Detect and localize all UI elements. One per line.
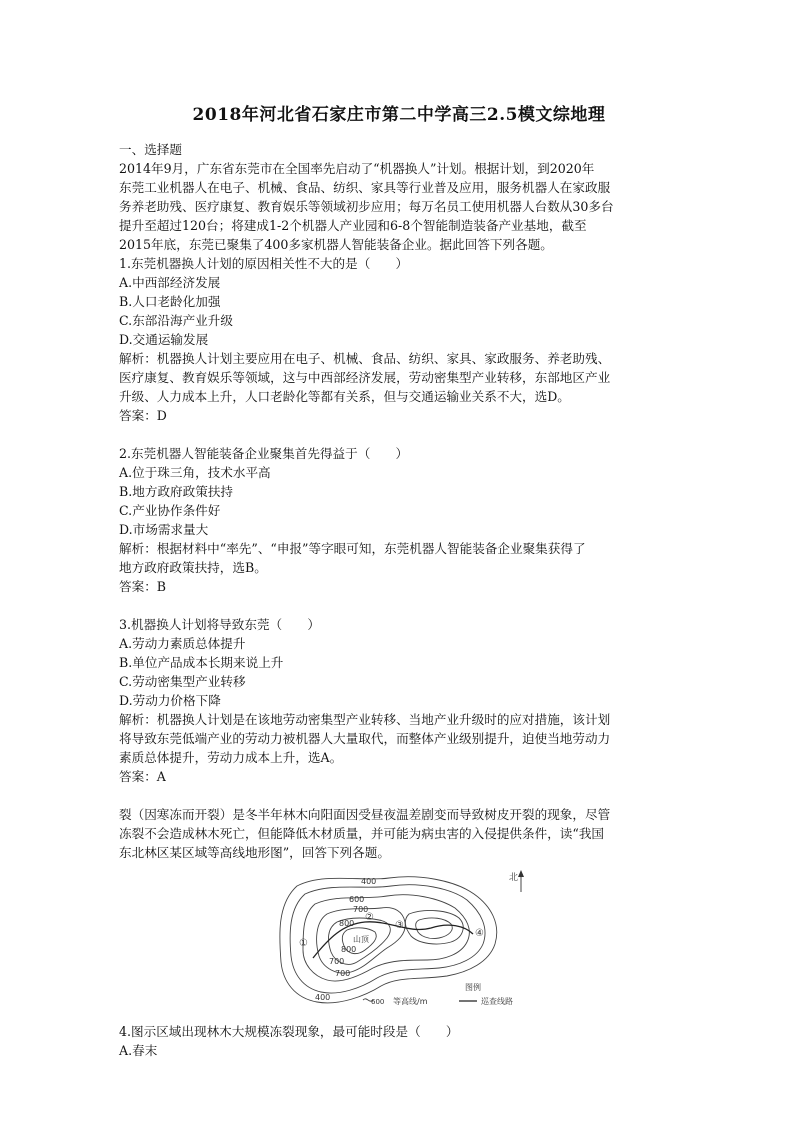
option-c: C.产业协作条件好 [119,503,221,518]
paragraph-line: 裂（因寒冻而开裂）是冬半年林木向阳面因受昼夜温差剧变而导致树皮开裂的现象，尽管 [119,807,611,822]
option-b: B.地方政府政策扶持 [119,484,234,499]
question-4 [119,1022,679,1060]
marker-3: ③ [395,920,404,931]
contour-label: 700 [335,969,351,978]
legend-route-label: 巡查线路 [481,997,513,1006]
contour-label: 600 [349,895,365,904]
question-stem: 1.东莞机器换人计划的原因相关性不大的是（ ） [119,256,409,271]
passage-1 [119,159,679,254]
analysis-line: 解析：机器换人计划主要应用在电子、机械、食品、纺织、家具、家政服务、养老助残、 [119,351,611,366]
analysis-line: 地方政府政策扶持，选B。 [119,560,267,575]
question-stem: 4.图示区域出现林木大规模冻裂现象，最可能时段是（ ） [119,1024,459,1039]
option-b: B.人口老龄化加强 [119,294,221,309]
paragraph-line: 务养老助残、医疗康复、教育娱乐等领域初步应用；每万名员工使用机器人台数从30多台 [119,199,614,214]
contour-label: 400 [315,993,331,1002]
contour-line [416,918,453,939]
legend-title: 图例 [465,983,481,992]
answer: 答案：D [119,408,167,423]
question-stem: 3.机器换人计划将导致东莞（ ） [119,617,320,632]
legend-contour-label: 等高线/m [393,997,428,1006]
option-d: D.劳动力价格下降 [119,693,221,708]
analysis-line: 解析：根据材料中“率先”、“申报”等字眼可知，东莞机器人智能装备企业聚集获得了 [119,541,586,556]
answer: 答案：B [119,579,167,594]
marker-1: ① [299,938,308,949]
question-2 [119,444,679,596]
section-heading: 一、选择题 [119,142,182,157]
option-b: B.单位产品成本长期来说上升 [119,655,284,670]
contour-label: 800 [339,919,355,928]
option-a: A.中西部经济发展 [119,275,221,290]
document-title: 2018年河北省石家庄市第二中学高三2.5模文综地理 [192,105,606,125]
paragraph-line: 提升至超过120台；将建成1-2个机器人产业园和6-8个智能制造装备产业基地，截至 [119,218,587,233]
question-1 [119,254,679,425]
analysis-line: 将导致东莞低端产业的劳动力被机器人大量取代，而整体产业级别提升，迫使当地劳动力 [119,731,611,746]
contour-label: 400 [361,877,377,886]
analysis-line: 素质总体提升，劳动力成本上升，选A。 [119,750,343,765]
contour-map [269,864,539,1016]
peak-label: 山顶 [353,935,369,944]
option-a: A.春末 [119,1043,158,1058]
option-c: C.劳动密集型产业转移 [119,674,246,689]
paragraph-line: 东北林区某区域等高线地形图”，回答下列各题。 [119,845,390,860]
question-stem: 2.东莞机器人智能装备企业聚集首先得益于（ ） [119,446,409,461]
north-label: 北 [509,873,519,883]
paragraph-line: 冻裂不会造成林木死亡，但能降低木材质量，并可能为病虫害的入侵提供条件，读“我国 [119,826,605,841]
option-a: A.劳动力素质总体提升 [119,636,246,651]
paragraph-line: 东莞工业机器人在电子、机械、食品、纺织、家具等行业普及应用，服务机器人在家政服 [119,180,611,195]
contour-label: 700 [353,905,369,914]
passage-2 [119,805,679,862]
contour-map-figure [119,862,679,1022]
document-body [119,140,679,1060]
option-c: C.东部沿海产业升级 [119,313,233,328]
option-d: D.交通运输发展 [119,332,209,347]
contour-label: 700 [329,957,345,966]
paragraph-line: 2014年9月，广东省东莞市在全国率先启动了“机器换人”计划。根据计划，到2020年 [119,161,595,176]
marker-4: ④ [475,928,484,939]
answer: 答案：A [119,769,166,784]
legend-contour-value: 600 [371,998,385,1006]
analysis-line: 医疗康复、教育娱乐等领域，这与中西部经济发展，劳动密集型产业转移，东部地区产业 [119,370,611,385]
option-d: D.市场需求量大 [119,522,209,537]
patrol-route [313,922,473,958]
analysis-line: 升级、人力成本上升，人口老龄化等都有关系，但与交通运输业关系不大，选D。 [119,389,570,404]
paragraph-line: 2015年底，东莞已聚集了400多家机器人智能装备企业。据此回答下列各题。 [119,237,553,252]
contour-label: 800 [341,945,357,954]
marker-2: ② [365,912,374,923]
question-3 [119,615,679,786]
option-a: A.位于珠三角，技术水平高 [119,465,271,480]
analysis-line: 解析：机器换人计划是在该地劳动密集型产业转移、当地产业升级时的应对措施，该计划 [119,712,611,727]
